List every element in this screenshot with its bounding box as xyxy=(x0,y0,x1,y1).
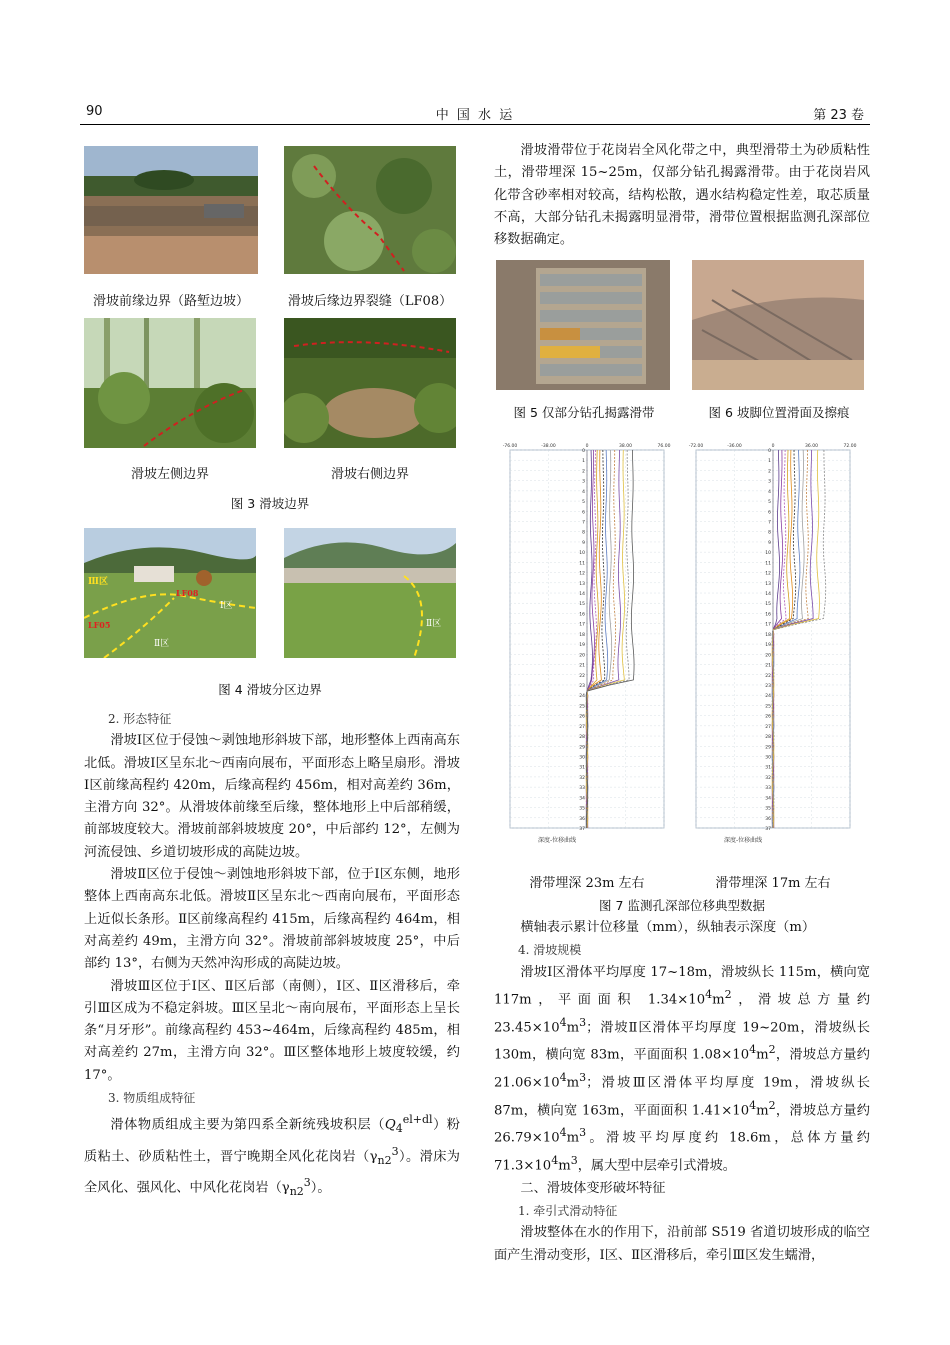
y-tick-label: 24 xyxy=(579,694,585,700)
photo-front-boundary xyxy=(84,146,258,274)
fig6-title: 图 6 坡脚位置滑面及擦痕 xyxy=(708,405,850,420)
y-tick-label: 31 xyxy=(579,765,585,771)
photo-zone-map-b xyxy=(284,528,456,658)
y-tick-label: 37 xyxy=(579,827,585,832)
y-tick-label: 1 xyxy=(768,459,771,465)
y-tick-label: 19 xyxy=(579,643,585,649)
y-tick-label: 18 xyxy=(765,632,771,638)
y-tick-label: 25 xyxy=(579,704,585,710)
y-tick-label: 6 xyxy=(582,510,585,516)
journal-title: 中 国 水 运 xyxy=(435,108,515,123)
header-rule xyxy=(80,124,870,125)
fig7-title: 图 7 监测孔深部位移典型数据 xyxy=(599,898,765,913)
right-top-text xyxy=(494,140,870,251)
y-tick-label: 14 xyxy=(579,592,585,598)
paragraph-scale: 滑坡Ⅰ区滑体平均厚度 17~18m，滑坡纵长 115m，横向宽 117m，平面面积 $1.34\times 10^4m^2$，滑坡总方量约 $23.45\times 10^4m^3$；滑坡Ⅱ区滑体平均厚度 19~20m，滑坡纵长 130m，横向宽 83m，平面面积 $1.08\times 10^4m^2$，滑坡总方量约 $21.06\times 10^4m^3$；滑坡Ⅲ区滑体平均厚度 19m，滑坡纵长 87m，横向宽 163m，平面面积 $1.41\times 10^4m^2$，滑坡总方量约 $26.79\times 10^4m^3$。滑坡平均厚度约 18.6m，总体方量约 $71.3\times 10^4m^3$，属大型中层牵引式滑坡。 xyxy=(494,964,871,1174)
y-tick-label: 22 xyxy=(765,673,771,679)
y-tick-label: 32 xyxy=(765,775,771,781)
y-tick-label: 7 xyxy=(582,520,585,526)
section-heading-deformation: 二、滑坡体变形破坏特征 xyxy=(520,1180,666,1196)
y-tick-label: 13 xyxy=(579,581,585,587)
page-number: 90 xyxy=(86,104,103,119)
fig3-caption-b: 滑坡后缘边界裂缝（LF08） xyxy=(287,294,453,309)
left-column-text xyxy=(84,708,460,1203)
y-tick-label: 34 xyxy=(579,796,585,802)
y-tick-label: 2 xyxy=(768,469,771,475)
y-tick-label: 10 xyxy=(579,551,585,557)
paragraph-zone1: 滑坡Ⅰ区位于侵蚀～剥蚀地形斜坡下部，地形整体上西南高东北低。滑坡Ⅰ区呈东北～西南向展布，平面形态上略呈扇形。滑坡Ⅰ区前缘高程约 420m，后缘高程约 456m，相对高差约 36m，主滑方向 32°。从滑坡体前缘至后缘，整体地形上中后部稍缓，前部坡度较大。滑坡前部斜坡坡度 20°，中后部约 12°，左侧为河流侵蚀、乡道切坡形成的高陡边坡。 xyxy=(84,733,460,860)
y-tick-label: 12 xyxy=(579,571,585,577)
y-tick-label: 4 xyxy=(768,489,771,495)
y-tick-label: 0 xyxy=(768,449,771,454)
photo-zone-map-a xyxy=(84,528,256,658)
y-tick-label: 12 xyxy=(765,571,771,577)
y-tick-label: 26 xyxy=(765,714,771,720)
y-tick-label: 21 xyxy=(579,663,585,669)
chart-displacement-left xyxy=(500,436,674,860)
y-tick-label: 6 xyxy=(768,510,771,516)
x-tick-label: 38.00 xyxy=(619,444,632,449)
y-tick-label: 8 xyxy=(768,530,771,536)
y-tick-label: 28 xyxy=(579,735,585,741)
x-tick-label: -72.00 xyxy=(688,444,704,449)
photo-slip-surface xyxy=(692,260,864,390)
label-lf08: LF08 xyxy=(176,588,199,598)
x-tick-label: 36.00 xyxy=(805,444,818,449)
y-tick-label: 16 xyxy=(579,612,585,618)
paragraph-material: 滑体物质组成主要为第四系全新统残坡积层$(Q_4^{el+dl})$粉质粘土、砂质粘性土，晋宁晚期全风化花岗岩$(\gamma_{n2}^3)$。滑床为全风化、强风化、中风化花岗岩$(\gamma_{n2}^3)$。 xyxy=(84,1113,460,1199)
label-zone3: Ⅲ区 xyxy=(88,577,108,587)
y-tick-label: 13 xyxy=(765,581,771,587)
y-tick-label: 8 xyxy=(582,530,585,536)
y-tick-label: 3 xyxy=(582,479,585,485)
y-tick-label: 35 xyxy=(579,806,585,812)
photo-right-boundary xyxy=(284,318,456,448)
fig3-title: 图 3 滑坡边界 xyxy=(230,496,310,511)
label-lf05: LF05 xyxy=(88,620,111,630)
chart-title: 深度-位移曲线 xyxy=(724,837,763,844)
paragraph-slip-zone: 滑坡滑带位于花岗岩全风化带之中，典型滑带土为砂质粘性土，滑带埋深 15~25m，仅部分钻孔揭露滑带。由于花岗岩风化带含砂率相对较高，结构松散，遇水结构稳定性差，取芯质量不高，大部分钻孔未揭露明显滑带，滑带位置根据监测孔深部位移数据确定。 xyxy=(494,143,870,248)
volume-label: 第 23 卷 xyxy=(813,108,864,123)
y-tick-label: 17 xyxy=(765,622,771,628)
y-tick-label: 5 xyxy=(768,500,771,506)
y-tick-label: 27 xyxy=(765,724,771,730)
y-tick-label: 16 xyxy=(765,612,771,618)
fig3-caption-a: 滑坡前缘边界（路堑边坡） xyxy=(92,294,249,309)
y-tick-label: 19 xyxy=(765,643,771,649)
paragraph-zone3: 滑坡Ⅲ区位于Ⅰ区、Ⅱ区后部（南侧），Ⅰ区、Ⅱ区滑移后，牵引Ⅲ区成为不稳定斜坡。Ⅲ区呈北～南向展布，平面形态上呈长条“月牙形”。前缘高程约 453~464m，后缘高程约 485m，相对高差约 27m，主滑方向 32°。Ⅲ区整体地形上坡度较缓，约 17°。 xyxy=(84,978,460,1083)
y-tick-label: 35 xyxy=(765,806,771,812)
label-zone2b: Ⅱ区 xyxy=(426,619,442,629)
y-tick-label: 14 xyxy=(765,592,771,598)
x-tick-label: 0 xyxy=(585,444,589,449)
y-tick-label: 9 xyxy=(768,540,771,546)
y-tick-label: 33 xyxy=(765,786,771,792)
fig3-caption-c: 滑坡左侧边界 xyxy=(130,467,209,482)
section-heading-morphology: 2. 形态特征 xyxy=(108,712,172,726)
chart-displacement-right xyxy=(686,436,860,860)
y-tick-label: 32 xyxy=(579,775,585,781)
x-tick-label: -36.00 xyxy=(727,444,742,449)
y-tick-label: 28 xyxy=(765,735,771,741)
y-tick-label: 34 xyxy=(765,796,771,802)
label-zone2a: Ⅱ区 xyxy=(154,639,170,649)
y-tick-label: 36 xyxy=(579,816,585,822)
section-heading-scale: 4. 滑坡规模 xyxy=(518,943,582,958)
fig7-caption-left: 滑带埋深 23m 左右 xyxy=(529,876,645,891)
y-tick-label: 37 xyxy=(765,827,771,832)
y-tick-label: 30 xyxy=(579,755,585,761)
fig4-title: 图 4 滑坡分区边界 xyxy=(218,682,322,697)
fig5-title: 图 5 仅部分钻孔揭露滑带 xyxy=(513,405,655,420)
y-tick-label: 24 xyxy=(765,694,771,700)
right-column-text xyxy=(494,917,870,1267)
y-tick-label: 17 xyxy=(579,622,585,628)
photo-left-boundary xyxy=(84,318,256,448)
x-tick-label: 76.00 xyxy=(657,444,671,449)
x-tick-label: -38.00 xyxy=(541,444,556,449)
chart-title: 深度-位移曲线 xyxy=(538,837,577,844)
y-tick-label: 1 xyxy=(582,459,585,465)
paragraph-traction: 滑坡整体在水的作用下，沿前部 S519 省道切坡形成的临空面产生滑动变形，Ⅰ区、Ⅱ区滑移后，牵引Ⅲ区发生蠕滑， xyxy=(494,1225,870,1263)
y-tick-label: 30 xyxy=(765,755,771,761)
section-heading-material: 3. 物质组成特征 xyxy=(108,1091,196,1106)
y-tick-label: 23 xyxy=(765,683,771,689)
y-tick-label: 15 xyxy=(765,602,771,608)
y-tick-label: 20 xyxy=(765,653,771,659)
y-tick-label: 0 xyxy=(582,449,585,454)
label-zone1: Ⅰ区 xyxy=(220,601,233,611)
y-tick-label: 9 xyxy=(582,540,585,546)
y-tick-label: 29 xyxy=(579,745,585,751)
y-tick-label: 31 xyxy=(765,765,771,771)
y-tick-label: 26 xyxy=(579,714,585,720)
x-tick-label: -76.00 xyxy=(502,444,518,449)
photo-drill-cores xyxy=(496,260,670,390)
fig7-note: 横轴表示累计位移量（mm），纵轴表示深度（m） xyxy=(520,920,816,935)
x-tick-label: 72.00 xyxy=(843,444,857,449)
fig3-caption-d: 滑坡右侧边界 xyxy=(330,467,409,482)
y-tick-label: 7 xyxy=(768,520,771,526)
y-tick-label: 5 xyxy=(582,500,585,506)
y-tick-label: 11 xyxy=(579,561,585,567)
y-tick-label: 23 xyxy=(579,683,585,689)
y-tick-label: 3 xyxy=(768,479,771,485)
y-tick-label: 36 xyxy=(765,816,771,822)
y-tick-label: 25 xyxy=(765,704,771,710)
y-tick-label: 15 xyxy=(579,602,585,608)
y-tick-label: 10 xyxy=(765,551,771,557)
y-tick-label: 29 xyxy=(765,745,771,751)
x-tick-label: 0 xyxy=(771,444,775,449)
y-tick-label: 11 xyxy=(765,561,771,567)
y-tick-label: 18 xyxy=(579,632,585,638)
y-tick-label: 21 xyxy=(765,663,771,669)
paragraph-zone2: 滑坡Ⅱ区位于侵蚀～剥蚀地形斜坡下部，位于Ⅰ区东侧，地形整体上西南高东北低。滑坡Ⅱ区呈东北～西南向展布，平面形态上近似长条形。Ⅱ区前缘高程约 415m，后缘高程约 464m，相对高差约 49m，主滑方向 32°。滑坡前部斜坡坡度 25°，中后部约 13°，右侧为天然冲沟形成的高陡边坡。 xyxy=(84,867,460,972)
y-tick-label: 2 xyxy=(582,469,585,475)
y-tick-label: 4 xyxy=(582,489,585,495)
y-tick-label: 22 xyxy=(579,673,585,679)
y-tick-label: 27 xyxy=(579,724,585,730)
y-tick-label: 20 xyxy=(579,653,585,659)
fig7-caption-right: 滑带埋深 17m 左右 xyxy=(715,876,831,891)
photo-rear-crack xyxy=(284,146,456,274)
y-tick-label: 33 xyxy=(579,786,585,792)
section-heading-traction: 1. 牵引式滑动特征 xyxy=(518,1204,618,1218)
